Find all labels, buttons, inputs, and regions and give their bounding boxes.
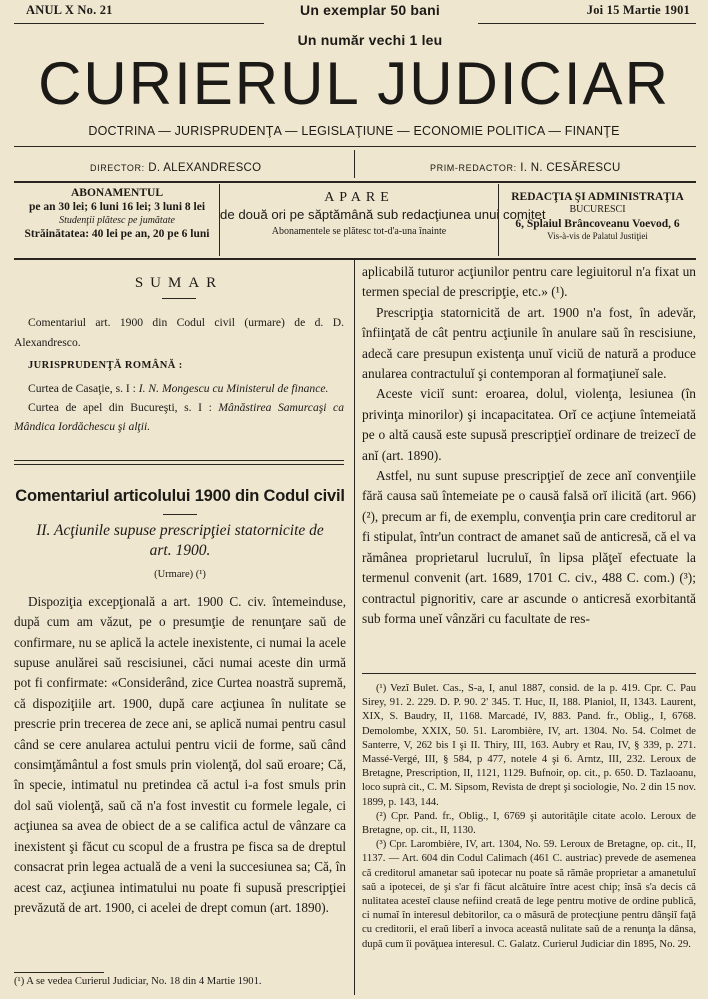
- publication-payment: Abonamentele se plătesc tot-d'a-una înainte: [271, 226, 447, 237]
- sumar-court-cassation: Curtea de Casaţie, s. I :: [28, 381, 139, 395]
- subscription-prices: pe an 30 lei; 6 luni 16 lei; 3 luni 8 lei: [28, 201, 206, 214]
- article-paragraph-1: Dispoziţia excepţională a art. 1900 C. civ. întemeinduse, după cum am văzut, pe o presumţie de renunţare saŭ de confirmare, nu se aplică la actele inexistente, ci numai la acele supuse anulărei saŭ rescisiunei, căci numai aceste din urmă pot fi confirmate: «Considerând, zice Curtea noastră supremă, că dispoziţiile art. 1900, după care acţiunea în nulitate se prescrie prin trecerea de zece ani, se aplică numai pentru casul când se cere anularea actului pentru vicii de forme, saŭ când consimţământul a fost smuls prin violenţă, dol saŭ eroare; Că, în specie, intimatul nu pretindea că actul i-a fost smuls prin dol saŭ violenţă, saŭ că n'a fost investit cu formele legale, ci acţiunea sa avea de obiect de a se califica actul de vânzare ca inexistent şi făcut cu scopul de a frustra pe fisca sa de dreptul consacrat prin legea actuală de a veni la succesiunea sa; Că, în acest caz, acţiunea intimatului nu poate fi supusă prescripţiei prevăzută de art. 1900, ci acelei de drept comun (art. 1890).: [14, 593, 346, 915]
- issue-number: ANUL X No. 21: [26, 3, 113, 17]
- sumar-court-appeal: Curtea de apel din Bucureşti, s. I :: [28, 401, 219, 415]
- article-paragraph-2: aplicabilă tuturor acţiunilor pentru care legiuitorul n'a fixat un termen special de prescripţie, etc.» (¹).: [362, 264, 696, 300]
- sumar-item-commentary: Comentariul art. 1900 din Codul civil (urmare) de d. D. Alexandresco.: [14, 316, 344, 349]
- article-subtitle: II. Acţiunile supuse prescripţiei statornicite de art. 1900.: [36, 522, 324, 560]
- rule-under-staff: [14, 181, 696, 183]
- footnote-2: (²) Cpr. Pand. fr., Oblig., I, 6769 şi autorităţile citate acolo. Leroux de Bretagne, op. cit., II, 1130.: [362, 810, 696, 837]
- sumar-item-appeal: [14, 398, 344, 437]
- editor-label: PRIM-REDACTOR:: [430, 163, 517, 173]
- subscription-students: Studenţii plătesc pe jumătate: [59, 214, 175, 226]
- rule-under-subtitle: [14, 146, 696, 147]
- price-old-issue: Un număr vechi 1 leu: [297, 32, 443, 48]
- office-heading: REDACŢIA ŞI ADMINISTRAŢIA: [511, 191, 684, 203]
- article-continuation: [362, 262, 696, 629]
- article-paragraph-5: Astfel, nu sunt supuse prescripţieĭ de zece anĭ convenţiile fără causa saŭ întemeiate pe o causă falsă orĭ ilicită (art. 966) (²), precum ar fi, de exemplu, convenţia prin care creditorul ar fi stipulat, într'un contract de amanet saŭ de anticresă, că el va rămânea proprietarul lucruluĭ, în lipsa plăţeĭ efectuate la termenul convenit (art. 1689, 1701 C. civ., 488 C. com.) (³); contractul pignoritiv, care ar ascunde o anticresă exorbitantă sub forma uneĭ vânzări cu facultate de res-: [362, 468, 696, 626]
- price: Un exemplar 50 bani: [300, 2, 440, 18]
- footnote-3: (³) Cpr. Larombière, IV, art. 1304, No. 59. Leroux de Bretagne, op. cit., II, 1137. — Art. 604 din Codul Calimach (461 C. austriac) prevede de asemenea că creditorul amanetar saŭ ipotecar nu poate să rămâe proprietar a amanetuluĭ saŭ a ipotecei, de şi s'ar fi făcut alcătuire între acest chip; însă s'a decis că nulitatea acesteĭ clause nefiind creată de lege pentru motive de ordine publică, ci numaĭ în interesul debitorilor, ca o măsură de protecţiune pentru dânşiĭ faţă cu creditorii, el eraŭ liberĭ a invoca această nulitate saŭ de a renunţa la dânsa, după cum îi povăţuea interesul. C. Galatz. Curierul Judiciar din 1895, No. 29.: [362, 839, 696, 950]
- newspaper-subtitle: DOCTRINA — JURISPRUDENŢA — LEGISLAŢIUNE — ECONOMIE POLITICA — FINANŢE: [88, 124, 620, 138]
- sumar-section: [14, 273, 344, 437]
- issue-date: Joi 15 Martie 1901: [586, 3, 690, 17]
- subscription-abroad: Străinătatea: 40 lei pe an, 20 pe 6 luni: [24, 228, 210, 241]
- subscription-box: [14, 186, 220, 242]
- article-title: Comentariul articolului 1900 din Codul civil: [15, 487, 345, 505]
- office-address: 6, Splaiul Brâncoveanu Voevod, 6: [515, 217, 680, 230]
- sumar-jurisprudence-heading: JURISPRUDENŢĂ ROMÂNĂ :: [28, 360, 183, 372]
- top-rule-left: [14, 23, 264, 24]
- sumar-case-mongescu: I. N. Mongescu cu Ministerul de finance.: [138, 381, 329, 395]
- rule-under-sumar: [14, 460, 344, 461]
- article-continued: (Urmare) (¹): [154, 569, 206, 581]
- footnote-rule-right: [362, 673, 696, 674]
- staff-divider: [354, 150, 355, 178]
- sumar-rule: [162, 298, 196, 299]
- top-rule-right: [478, 23, 696, 24]
- article-section: [14, 486, 346, 918]
- article-title-rule: [163, 514, 197, 515]
- publication-frequency: de două ori pe săptămână sub redacţiunea unui comitet: [220, 206, 546, 222]
- rule-under-sumar-double: [14, 464, 344, 465]
- editor: [430, 162, 621, 174]
- footnotes-right: [362, 682, 696, 952]
- sumar-item-cassation: [14, 379, 344, 398]
- publication-box: [220, 189, 546, 239]
- editor-name: I. N. CESĂRESCU: [520, 162, 621, 174]
- footnote-1: (¹) Vezĭ Bulet. Cas., S-a, I, anul 1887, consid. de la p. 419. Cpr. C. Pau Sirey, 91. 2. 229. D. P. 90. 2' 345. T. Huc, II, 188. Planiol, II, 1343. Laurent, XIX, S. Baudry, II, 1168. Marcadé, IV, 883. Pand. fr., Oblig., I, 6768. Demolombe, XXIX, 50. 51. Larombière, IV, art. 1304. No. 54. Colmet de Santerre, V, 262 bis I şi II. Thiry, III, 163. Aubry et Rau, IV, § 339, p. 271. Massé-Vergé, III, § 584, p 477, notele 4 şi 6. Arntz, III, 232. Leroux de Bretagne, Prescription, II, 1121, 1129. Bufnoir, op. cit., p. 650. D. Tazlaoanu, loco suprà cit., C. M. Sipsom, Revista de drept şi sociologie, No. 2 din 15 nov. 1899, p. 143, 144.: [362, 683, 696, 808]
- director-name: D. ALEXANDRESCO: [148, 162, 262, 174]
- office-landmark: Vis-à-vis de Palatul Justiţiei: [547, 231, 648, 242]
- footnote-left: (¹) A se vedea Curierul Judiciar, No. 18 din 4 Martie 1901.: [14, 976, 262, 987]
- rule-under-infoboxes: [14, 258, 696, 260]
- office-city: BUCURESCI: [569, 204, 626, 216]
- office-box: [499, 190, 696, 243]
- sumar-heading: SUMAR: [134, 275, 224, 291]
- column-divider: [354, 260, 355, 995]
- director-label: DIRECTOR:: [90, 163, 145, 173]
- article-paragraph-4: Aceste viciĭ sunt: eroarea, dolul, violenţa, lesiunea (în privinţa minorilor) şi incapacitatea. Orĭ ce acţiune întemeiată pe o altă causă este supusă prescripţieĭ ordinare de treizecĭ de anĭ (art. 1890).: [362, 386, 696, 463]
- article-paragraph-3: Prescripţia statornicită de art. 1900 n'a fost, în adevăr, înfiinţată de cât pentru acţiunile în anulare saŭ în rescisiune, adecă care presupun existenţa unuĭ viciŭ de natură a produce anularea contractuluĭ şi contemporan al formaţiuneĭ sale.: [362, 304, 696, 382]
- newspaper-title: CURIERUL JUDICIAR: [38, 50, 670, 117]
- sumar-case-samurcasi: Mânăstirea Samurcaşi ca Mândica Iordăchescu şi alţii.: [14, 401, 344, 434]
- publication-heading: APARE: [324, 190, 394, 205]
- director: [90, 162, 261, 174]
- subscription-heading: ABONAMENTUL: [70, 187, 163, 199]
- footnote-rule-left: [14, 972, 104, 973]
